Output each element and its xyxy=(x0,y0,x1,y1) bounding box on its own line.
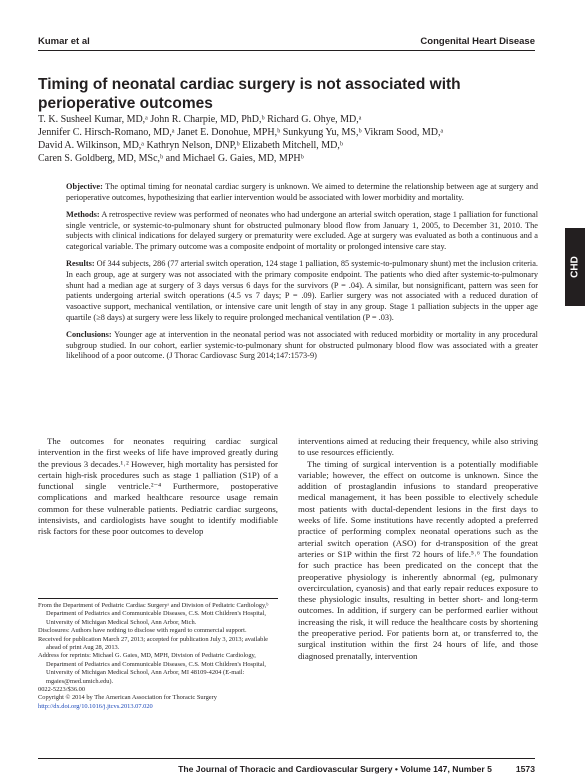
author-line: Caren S. Goldberg, MD, MSc,ᵇ and Michael G. Gaies, MD, MPHᵇ xyxy=(38,153,304,164)
abstract xyxy=(66,182,538,369)
footnote-issn: 0022-5223/$36.00 xyxy=(38,686,86,694)
abstract-objective xyxy=(66,182,538,203)
footnote-disclosures: Disclosures: Authors have nothing to disclose with regard to commercial support. xyxy=(38,627,247,635)
body-paragraph: The outcomes for neonates requiring cardiac surgical intervention in the first weeks of life have improved greatly during the previous 3 decades.¹˒² However, high mortality has persisted for certain high-risk procedures such as stage 1 palliation (S1P) of a functional single ventricle.²⁻⁴ Furthermore, postoperative complications and marked healthcare resource usage remain common for these vulnerable patients. Pediatric cardiac surgeons, intensivists, and cardiologists have sought to identify modifiable risk factors for these poor outcomes to develop xyxy=(38,436,278,537)
footer-rule xyxy=(38,758,535,759)
running-head-authors: Kumar et al xyxy=(38,36,90,47)
author-list xyxy=(38,113,538,165)
footnote-copyright: Copyright © 2014 by The American Association for Thoracic Surgery xyxy=(38,694,217,702)
author-line: David A. Wilkinson, MD,ᵃ Kathryn Nelson, DNP,ᵇ Elizabeth Mitchell, MD,ᵇ xyxy=(38,140,343,151)
author-line: T. K. Susheel Kumar, MD,ᵃ John R. Charpie, MD, PhD,ᵇ Richard G. Ohye, MD,ᵃ xyxy=(38,114,362,125)
methods-label: Methods: xyxy=(66,209,100,219)
footnote-rule xyxy=(38,598,278,599)
doi-link[interactable]: http://dx.doi.org/10.1016/j.jtcvs.2013.07.020 xyxy=(38,702,153,710)
abstract-methods xyxy=(66,210,538,253)
footnote-affiliations: From the Department of Pediatric Cardiac Surgeryᵃ and Division of Pediatric Cardiology,ᵇ Department of Pediatrics and Communicable Diseases, C.S. Mott Children's Hospital, University of Michigan Medical School, Ann Arbor, Mich. xyxy=(38,602,269,626)
footnote-address: Address for reprints: Michael G. Gaies, MD, MPH, Division of Pediatric Cardiology, Department of Pediatrics and Communicable Diseases, C.S. Mott Children's Hospital, University of Michigan Medical School, Ann Arbor, MI 48109-4204 (E-mail: mgaies@med.umich.edu). xyxy=(38,652,266,685)
objective-label: Objective: xyxy=(66,182,103,191)
results-text: Of 344 subjects, 286 (77 arterial switch operation, 124 stage 1 palliation, 85 systemic-to-pulmonary shunt) met the inclusion criteria. In each group, age at surgery was not associated with the primary composite endpoint. The patients who died after systemic-to-pulmonary shunt had a median age at surgery of 3 days versus 6 days for the survivors (P = .04). A similar, but nonsignificant, pattern was seen for patients undergoing arterial switch operations (4.5 vs 7 days; P = .09). Earlier surgery was not associated with a reduced duration of vasoactive support, mechanical ventilation, or intensive care unit length of stay in any group. Stage 1 palliation subjects in the upper age quartile (≥8 days) at surgery were less likely to require prolonged mechanical ventilation (P = .03). xyxy=(66,259,538,322)
running-head-section: Congenital Heart Disease xyxy=(420,36,535,47)
page-number: 1573 xyxy=(515,764,535,774)
section-tab xyxy=(565,228,585,306)
footnotes xyxy=(38,602,278,711)
body-column-left xyxy=(38,436,278,538)
abstract-conclusions xyxy=(66,330,538,362)
body-column-right xyxy=(298,436,538,662)
methods-text: A retrospective review was performed of neonates who had undergone an arterial switch operation, stage 1 palliation for functional single ventricle, or systemic-to-pulmonary shunt for obstructed pulmonary blood flow from January 1, 2005, to December 31, 2010. The subjects with clinical indications for delayed surgery or prematurity were excluded. Age at surgery was evaluated as both a continuous and a categorical variable. The primary outcome was a composite endpoint of mortality or prolonged intensive care stay. xyxy=(66,209,538,252)
section-tab-label: CHD xyxy=(569,256,581,278)
page-footer xyxy=(178,764,535,774)
header-rule xyxy=(38,50,535,51)
author-line: Jennifer C. Hirsch-Romano, MD,ᵃ Janet E. Donohue, MPH,ᵇ Sunkyung Yu, MS,ᵇ Vikram Sood, MD,ᵃ xyxy=(38,127,444,138)
footnote-received: Received for publication March 27, 2013; accepted for publication July 3, 2013; available ahead of print Aug 28, 2013. xyxy=(38,635,268,652)
footer-journal: The Journal of Thoracic and Cardiovascular Surgery • Volume 147, Number 5 xyxy=(178,764,492,774)
body-paragraph: interventions aimed at reducing their frequency, while also striving to use resources efficiently. xyxy=(298,436,538,458)
conclusions-label: Conclusions: xyxy=(66,329,112,339)
article-title: Timing of neonatal cardiac surgery is not associated with perioperative outcomes xyxy=(38,76,461,113)
objective-text: The optimal timing for neonatal cardiac surgery is unknown. We aimed to determine the relationship between age at surgery and perioperative outcomes, hypothesizing that earlier intervention would be associated with lower morbidity and mortality. xyxy=(66,182,538,202)
results-label: Results: xyxy=(66,259,95,269)
abstract-results xyxy=(66,259,538,323)
conclusions-text: Younger age at intervention in the neonatal period was not associated with reduced morbidity or mortality in any procedural subgroup studied. In our cohort, earlier systemic-to-pulmonary shunt for obstructed pulmonary blood flow was associated with a greater likelihood of a poor outcome. (J Thorac Cardiovasc Surg 2014;147:1573-9) xyxy=(66,329,538,361)
body-paragraph: The timing of surgical intervention is a potentially modifiable variable; however, the effect on outcome is unknown. Since the addition of prostaglandin infusions to standard preoperative medical management, it has been possible to electively schedule most patients with ductal-dependent lesions in the first days to weeks of life. Some institutions have recently adopted a preferred practice of performing complex neonatal operations such as the arterial switch operation (ASO) for d-transposition of the great arteries or S1P within the first 72 hours of life.⁵˒⁶ The foundation for such practice has been predicated on the concept that the preoperative physiology is inherently abnormal (eg, pulmonary overcirculation, cyanosis) and that early repair reduces exposure to these physiologic insults, resulting in better short- and long-term outcomes. In addition, if surgery can be performed earlier without increasing the risk, it will reduce the healthcare costs by shortening the preoperative period. For patients born at, or transferred to, the surgical institution within the first 24 hours of life, and those diagnosed prenatally, intervention xyxy=(298,458,538,661)
